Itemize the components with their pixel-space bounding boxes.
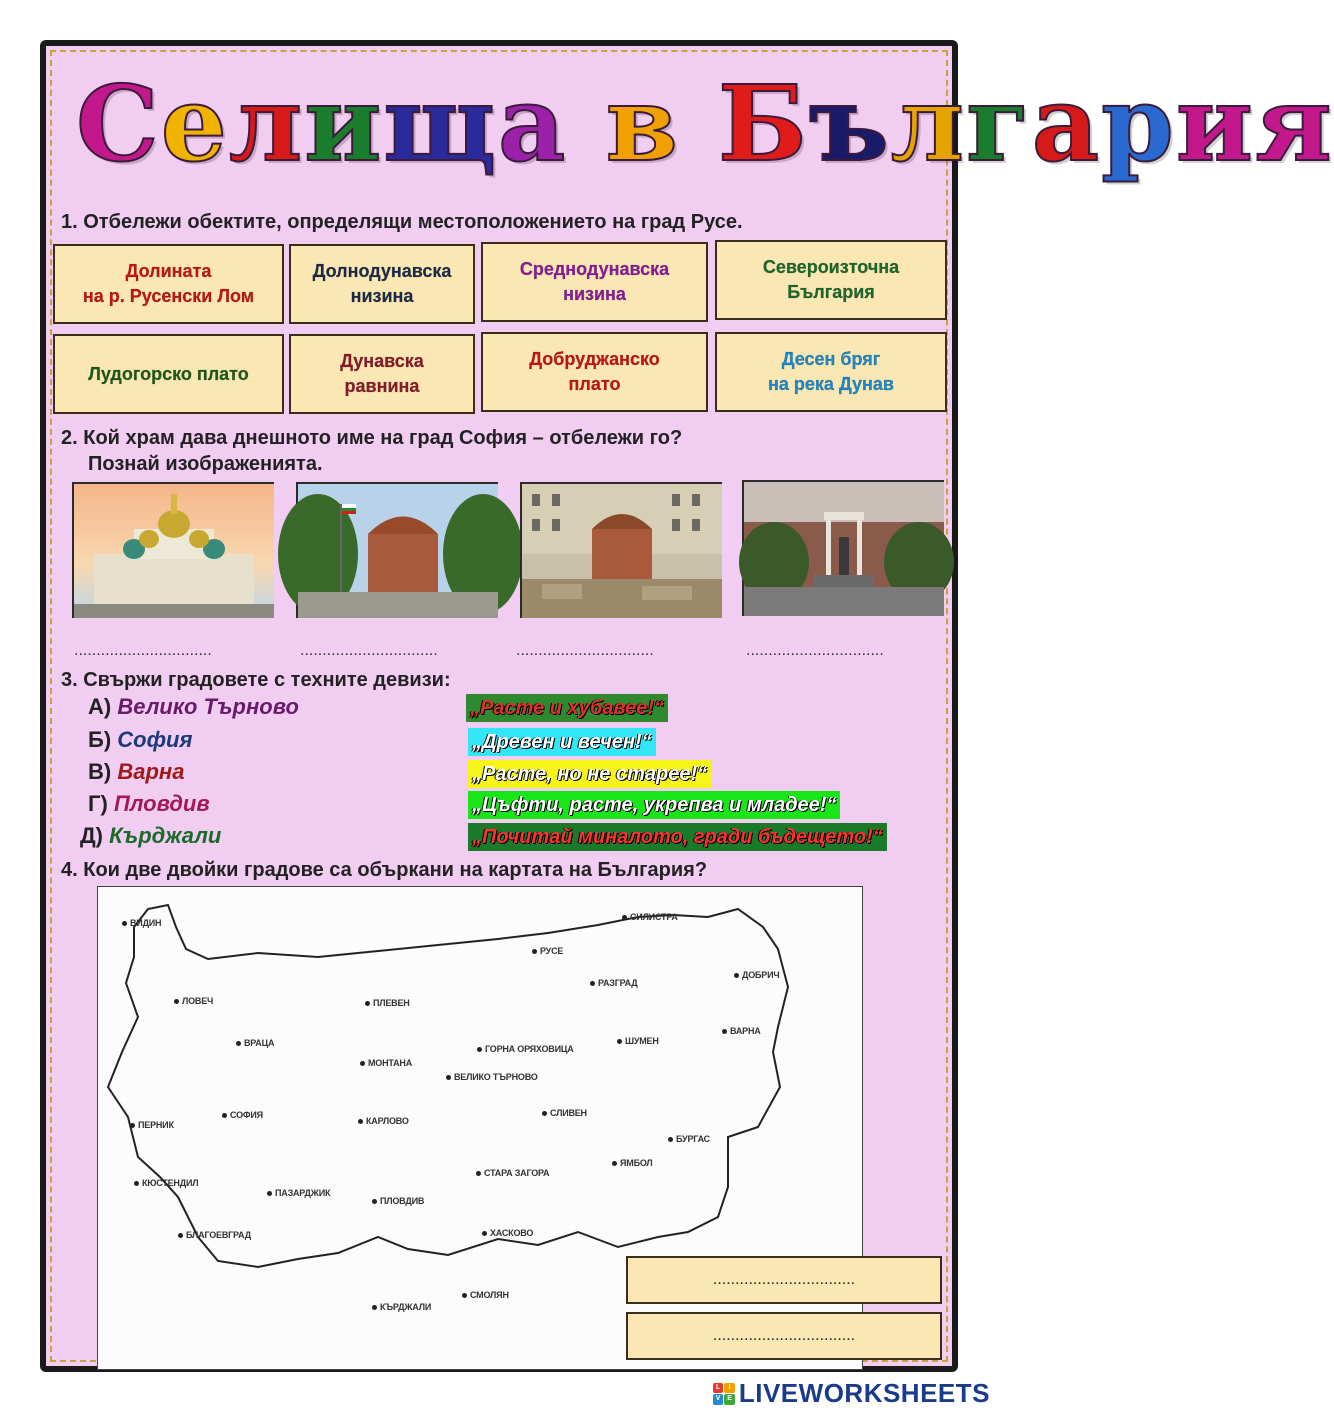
map-city-label: ПЕРНИК: [138, 1120, 174, 1130]
answer-card-7[interactable]: Добруджанско плато: [481, 332, 708, 412]
city-name: София: [117, 727, 193, 752]
map-answer-1[interactable]: ................................: [626, 1256, 942, 1304]
map-city-dot: [722, 1029, 727, 1034]
map-city-label: МОНТАНА: [368, 1058, 413, 1068]
question-4: 4. Кои две двойки градове са объркани на картата на България?: [61, 859, 708, 881]
title-letter: [567, 62, 605, 185]
map-city-label: ПЛЕВЕН: [373, 998, 410, 1008]
map-city-label: ШУМЕН: [625, 1036, 659, 1046]
city-letter: В): [88, 759, 112, 784]
church-photo[interactable]: [296, 482, 498, 618]
city-sofia[interactable]: [88, 727, 192, 753]
map-city-dot: [358, 1119, 363, 1124]
motto-5[interactable]: „Почитай миналото, гради бъдещето!“: [468, 823, 887, 851]
city-kardzhali[interactable]: [80, 823, 221, 849]
question-3: 3. Свържи градовете с техните девизи:: [61, 669, 451, 691]
monument-photo[interactable]: [742, 480, 944, 616]
map-city-dot: [122, 921, 127, 926]
city-letter: Б): [88, 727, 112, 752]
map-city-label: ВРАЦА: [244, 1038, 275, 1048]
map-city-dot: [734, 973, 739, 978]
city-name: Кърджали: [109, 823, 222, 848]
map-city-label: КЪРДЖАЛИ: [380, 1302, 432, 1312]
city-name: Велико Търново: [117, 694, 299, 719]
map-city-label: СЛИВЕН: [550, 1108, 587, 1118]
map-city-label: ВАРНА: [730, 1026, 761, 1036]
motto-1[interactable]: „Расте и хубавее!“: [466, 694, 668, 722]
map-city-dot: [462, 1293, 467, 1298]
liveworksheets-brand: [713, 1378, 990, 1409]
title-letter: и: [1175, 62, 1256, 185]
map-city-label: ДОБРИЧ: [742, 970, 780, 980]
map-city-label: СТАРА ЗАГОРА: [484, 1168, 550, 1178]
map-city-label: ЯМБОЛ: [620, 1158, 653, 1168]
answer-blank-4[interactable]: ...............................: [746, 642, 884, 659]
motto-4[interactable]: „Цъфти, расте, укрепва и младее!“: [468, 791, 840, 819]
map-city-label: ВИДИН: [130, 918, 162, 928]
answer-blank-2[interactable]: ...............................: [300, 642, 438, 659]
city-letter: Г): [88, 791, 108, 816]
map-city-label: КЮСТЕНДИЛ: [142, 1178, 199, 1188]
map-city-dot: [222, 1113, 227, 1118]
city-plovdiv[interactable]: [88, 791, 210, 817]
map-city-label: СОФИЯ: [230, 1110, 263, 1120]
title-letter: щ: [383, 62, 498, 185]
answer-blank-3[interactable]: ...............................: [516, 642, 654, 659]
brand-name: LIVEWORKSHEETS: [738, 1378, 990, 1408]
city-name: Варна: [117, 759, 185, 784]
title-letter: г: [966, 62, 1032, 185]
answer-card-8[interactable]: Десен бряг на река Дунав: [715, 332, 947, 412]
city-veliko-tarnovo[interactable]: [88, 694, 299, 720]
city-name: Пловдив: [113, 791, 210, 816]
map-city-label: ВЕЛИКО ТЪРНОВО: [454, 1072, 538, 1082]
title-letter: в: [605, 62, 680, 185]
map-city-label: СИЛИСТРА: [630, 912, 678, 922]
map-city-dot: [236, 1041, 241, 1046]
map-city-label: ЛОВЕЧ: [182, 996, 214, 1006]
answer-card-2[interactable]: Долнодунавска низина: [289, 244, 475, 324]
title-letter: я: [1255, 62, 1334, 185]
map-city-dot: [476, 1171, 481, 1176]
map-city-dot: [174, 999, 179, 1004]
map-city-dot: [267, 1191, 272, 1196]
title-letter: [680, 62, 718, 185]
map-city-dot: [360, 1061, 365, 1066]
answer-card-4[interactable]: Североизточна България: [715, 240, 947, 320]
map-city-label: БУРГАС: [676, 1134, 710, 1144]
map-city-label: ПЛОВДИВ: [380, 1196, 425, 1206]
answer-card-6[interactable]: Дунавска равнина: [289, 334, 475, 414]
map-city-dot: [372, 1199, 377, 1204]
title-letter: С: [76, 62, 161, 185]
map-city-label: ГОРНА ОРЯХОВИЦА: [485, 1044, 574, 1054]
liveworksheets-logo-icon: L I V E: [713, 1383, 735, 1405]
question-2: 2. Кой храм дава днешното име на град София – отбележи го?: [61, 427, 683, 449]
map-city-dot: [590, 981, 595, 986]
map-city-label: ПАЗАРДЖИК: [275, 1188, 331, 1198]
map-city-dot: [617, 1039, 622, 1044]
answer-card-5[interactable]: Лудогорско плато: [53, 334, 284, 414]
title-letter: р: [1101, 62, 1176, 185]
question-1: 1. Отбележи обектите, определящи местоположението на град Русе.: [61, 211, 743, 233]
worksheet-title: [76, 62, 1334, 185]
title-letter: л: [228, 62, 305, 185]
title-letter: л: [890, 62, 967, 185]
map-answer-2[interactable]: ................................: [626, 1312, 942, 1360]
motto-2[interactable]: „Древен и вечен!“: [468, 728, 656, 756]
map-city-dot: [542, 1111, 547, 1116]
map-city-dot: [446, 1075, 451, 1080]
map-city-dot: [372, 1305, 377, 1310]
title-letter: е: [160, 62, 229, 185]
map-city-label: КАРЛОВО: [366, 1116, 409, 1126]
cathedral-photo[interactable]: [72, 482, 274, 618]
city-varna[interactable]: [88, 759, 184, 785]
map-city-dot: [178, 1233, 183, 1238]
map-city-label: РУСЕ: [540, 946, 564, 956]
map-city-dot: [532, 949, 537, 954]
title-letter: а: [497, 62, 568, 185]
answer-card-1[interactable]: Долината на р. Русенски Лом: [53, 244, 284, 324]
map-city-dot: [482, 1231, 487, 1236]
map-city-label: РАЗГРАД: [598, 978, 638, 988]
city-letter: А): [88, 694, 112, 719]
map-city-dot: [612, 1161, 617, 1166]
motto-3[interactable]: „Расте, но не старее!“: [468, 760, 711, 788]
title-letter: ъ: [808, 62, 891, 185]
map-city-dot: [130, 1123, 135, 1128]
map-city-dot: [134, 1181, 139, 1186]
map-city-label: ХАСКОВО: [490, 1228, 534, 1238]
map-city-dot: [477, 1047, 482, 1052]
map-city-label: БЛАГОЕВГРАД: [186, 1230, 251, 1240]
title-letter: и: [304, 62, 384, 185]
map-city-dot: [622, 915, 627, 920]
answer-blank-1[interactable]: ...............................: [74, 642, 212, 659]
title-letter: Б: [718, 62, 809, 185]
question-2-subtitle: Познай изображенията.: [88, 453, 323, 475]
map-city-dot: [365, 1001, 370, 1006]
rotunda-photo[interactable]: [520, 482, 722, 618]
map-city-label: СМОЛЯН: [470, 1290, 509, 1300]
title-letter: а: [1031, 62, 1102, 185]
answer-card-3[interactable]: Среднодунавска низина: [481, 242, 708, 322]
map-city-dot: [668, 1137, 673, 1142]
city-letter: Д): [80, 823, 103, 848]
